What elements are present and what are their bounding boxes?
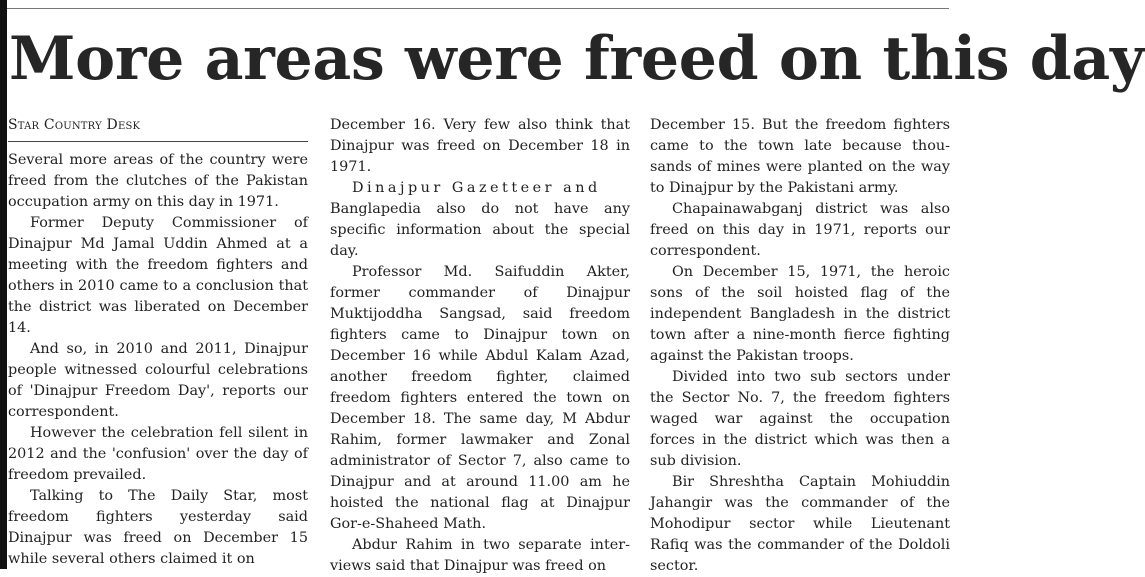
article-paragraph: However the celebration fell silent in 2012 and the 'confusion' over the day of freedom prevailed. (8, 425, 308, 483)
top-rule (7, 8, 949, 9)
column-2-body (330, 115, 630, 577)
article-column-2 (330, 115, 630, 574)
article-paragraph: Abdur Rahim in two separate interviews said that Dinajpur was freed on (330, 537, 630, 574)
article-paragraph: Professor Md. Saifuddin Akter, former commander of Dinajpur Muktijoddha Sangsad, said freedom fighters came to Dinajpur town on December 16 while Abdul Kalam Azad, another freedom fighter, claimed freedom fighters entered the town on December 18. The same day, M Abdur Rahim, former lawmaker and Zonal administrator of Sector 7, also came to Dinajpur and at around 11.00 am he hoisted the national flag at Dinajpur Gor-e-Shaheed Math. (330, 264, 630, 532)
article-paragraph: On December 15, 1971, the heroic sons of the soil hoisted flag of the independent Bangladesh in the district town after a nine-month fierce fighting against the Pakistan troops. (650, 264, 950, 364)
article-paragraph: Divided into two sub sectors under the Sector No. 7, the freedom fighters waged war against the occupation forces in the district which was then a sub division. (650, 369, 950, 469)
article-paragraph: December 15. But the freedom fighters came to the town late because thousands of mines were planted on the way to Dinajpur by the Pakistani army. (650, 117, 950, 196)
article-paragraph: Dinajpur Gazetteer and (352, 180, 601, 196)
byline: Star Country Desk (8, 115, 308, 142)
article-paragraph: And so, in 2010 and 2011, Dinajpur people witnessed colourful celebrations of 'Dinajpur Freedom Day', reports our correspondent. (8, 341, 308, 420)
article-paragraph: Bir Shreshtha Captain Mohiuddin Jahangir was the commander of the Mohodipur sector while Lieutenant Rafiq was the commander of the Doldoli sector. (650, 474, 950, 574)
article-paragraph: Former Deputy Commissioner of Dinajpur Md Jamal Uddin Ahmed at a meeting with the freedom fighters and others in 2010 came to a conclusion that the district was liberated on December 14. (8, 215, 308, 336)
article-column-1 (8, 115, 308, 569)
article-paragraph: December 16. Very few also think that Dinajpur was freed on December 18 in 1971. (330, 117, 630, 175)
article-paragraph: Several more areas of the country were freed from the clutches of the Pakistan occupation army on this day in 1971. (8, 152, 308, 210)
article-paragraph: Banglapedia also do not have any specific information about the special day. (330, 201, 630, 259)
article-paragraph: Chapainawabganj district was also freed on this day in 1971, reports our correspondent. (650, 201, 950, 259)
column-3-body (650, 115, 950, 577)
article-paragraph: Talking to The Daily Star, most freedom fighters yesterday said Dinajpur was freed on December 15 while several others claimed it on (8, 488, 308, 567)
page-edge-bar (0, 0, 7, 569)
headline: More areas were freed on this day (9, 24, 1145, 94)
article-column-3 (650, 115, 950, 574)
column-1-body (8, 150, 308, 570)
